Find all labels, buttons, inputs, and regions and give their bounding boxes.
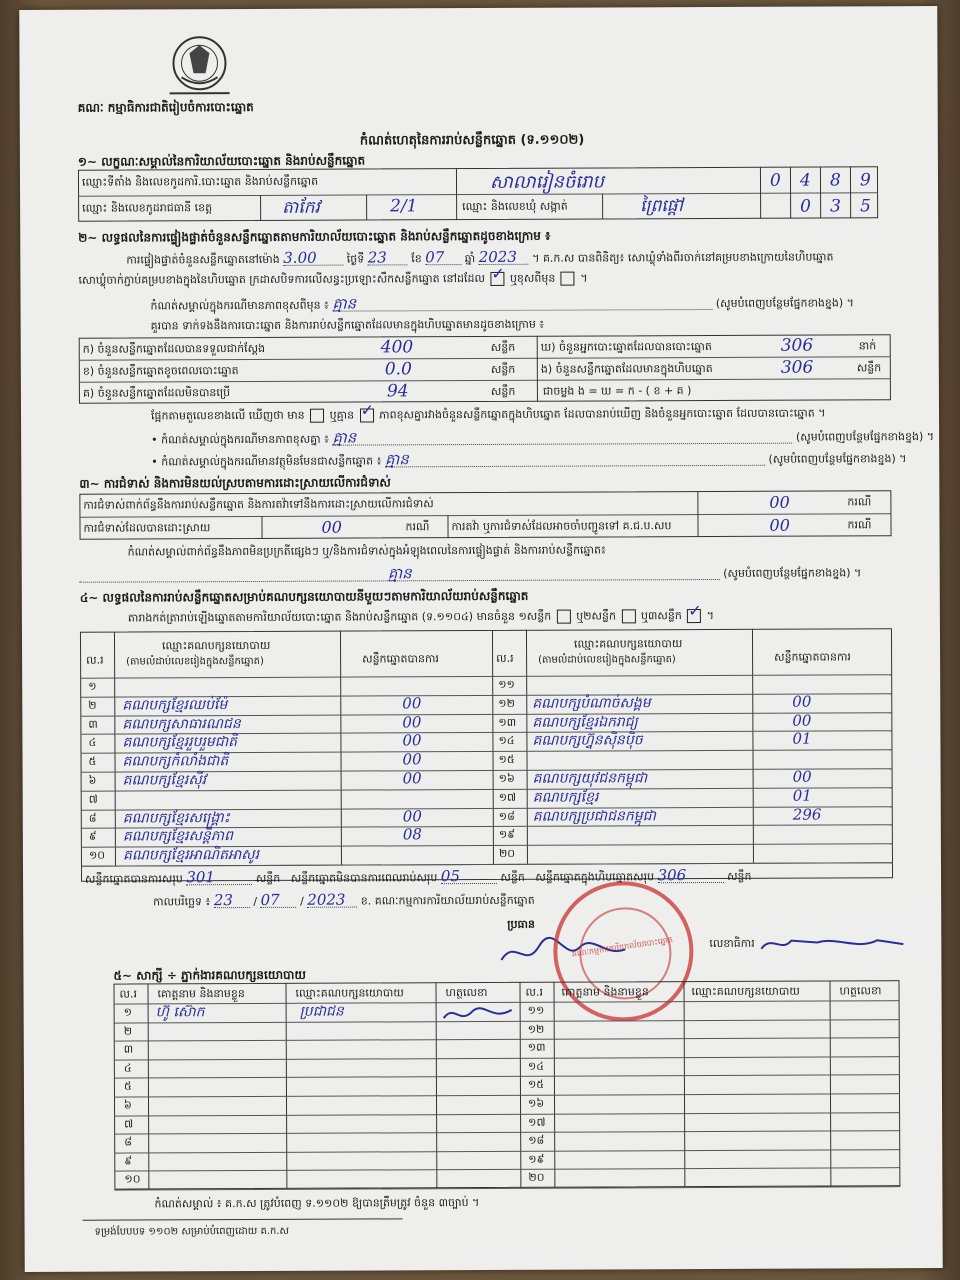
table-row-party: គណបក្សខ្មែរស៊ីវ xyxy=(122,772,207,789)
list-item-no: ១០ xyxy=(124,1172,141,1186)
s1-row1-label: ឈ្មោះទីតាំង និងលេខកូដការិ.បោះឆ្នោត និងរាប់សន្លឹកឆ្នោត xyxy=(81,174,319,189)
table-row-no: ១៤ xyxy=(498,734,515,748)
section4-title: ៤~ លទ្ធផលនៃការរាប់សន្លឹកឆ្នោតសម្រាប់គណបក្សនយោបាយនីមួយៗតាមការិយាល័យរាប់សន្លឹកឆ្នោត xyxy=(79,588,529,605)
checkbox-3-sheet[interactable] xyxy=(687,609,701,623)
s2-gh-value: 306 xyxy=(780,335,814,356)
list-item-no: ១៩ xyxy=(528,1152,545,1166)
s2-note-hint: (សូមបំពេញបន្ថែមផ្នែកខាងខ្នង) ។ xyxy=(715,296,854,310)
table-row-party: គណបក្សខ្មែរសន្តិភាព xyxy=(122,828,234,845)
s1-row2-value2: ព្រៃផ្តៅ xyxy=(640,196,684,217)
s2-diff-note-value: គ្មាន xyxy=(332,429,792,446)
s3-row1-unit: ករណី xyxy=(847,495,872,509)
table-row-party: គណបក្សខ្មែរអាណិតអាសូរ xyxy=(122,847,260,864)
list-item-no: ១១ xyxy=(527,1003,545,1017)
table-row-no: ៤ xyxy=(88,736,97,750)
witness-signature-icon xyxy=(438,1002,518,1026)
list-item-no: ៩ xyxy=(124,1154,133,1168)
list-item-no: ១២ xyxy=(527,1022,545,1036)
table-row-no: ២ xyxy=(88,698,97,712)
table-row-votes: 01 xyxy=(792,729,812,749)
s2-ng-value: 306 xyxy=(780,357,814,378)
total-valid-unit: សន្លឹក xyxy=(255,871,281,885)
s2-note-label: កំណត់សម្គាល់ក្នុងករណីមានភាពខុសពីមុន ៖ xyxy=(150,298,329,313)
list-item-party: ប្រជាជន xyxy=(299,1003,344,1020)
section5-title: ៥~ សាក្សី ÷ ភ្នាក់ងារគណបក្សនយោបាយ xyxy=(113,967,306,983)
s3-row2-unit2: ករណី xyxy=(847,518,872,532)
checkbox-1-sheet[interactable] xyxy=(557,610,571,624)
section3-title: ៣~ ការជំទាស់ និងការមិនយល់ស្របតាមការដោះស្រាយលើការជំទាស់ xyxy=(79,475,391,491)
s5-note: កំណត់សម្គាល់ ៖ គ.ក.ស ត្រូវបំពេញ ទ.១១០២ ឱ្យបានត្រឹមត្រូវ ចំនួន ៣ច្បាប់ ។ xyxy=(154,1196,480,1211)
list-item-no: ៦ xyxy=(124,1098,132,1112)
s2-diff-hint: (សូមបំពេញបន្ថែមផ្នែកខាងខ្នង) ។ xyxy=(795,430,935,444)
table-row-no: ១ xyxy=(88,679,97,693)
s2-gh-unit: នាក់ xyxy=(858,339,877,353)
s1-code-3: 9 xyxy=(859,170,871,191)
org-label: គណៈ កម្មាធិការជាតិរៀបចំការបោះឆ្នោត xyxy=(77,99,254,115)
s3-row2-value: 00 xyxy=(321,517,342,537)
list-item-no: ៤ xyxy=(123,1061,132,1075)
s2-compare-no: ឬគ្មាន xyxy=(329,408,355,422)
table-row-no: ១៩ xyxy=(498,828,516,842)
s1-code-2: 8 xyxy=(829,170,841,191)
s2-k-label: ក) ចំនួនសន្លឹកឆ្នោតដែលបានទទួលជាក់ស្តែង xyxy=(82,341,266,356)
total-valid-label: សន្លឹកឆ្នោតបានការសរុប xyxy=(85,872,183,886)
s2-year-value: 2023 xyxy=(479,250,529,265)
col-votes-right: សន្លឹកឆ្នោតបានការ xyxy=(774,650,851,664)
s2-k-value: 400 xyxy=(380,337,414,358)
w-col-name-left: គោត្តនាម និងនាមខ្លួន xyxy=(157,987,245,1001)
date-label: កាលបរិច្ឆេទ ៖ xyxy=(153,895,211,909)
date-year: 2023 xyxy=(307,893,357,908)
s1-code2-1: 3 xyxy=(830,196,841,217)
list-item-no: ១៧ xyxy=(528,1115,546,1129)
s1-row2-label: ឈ្មោះ និងលេខកូដរាជធានី ខេត្ត xyxy=(82,201,213,215)
s3-row1-value: 00 xyxy=(769,492,790,512)
date-day: 23 xyxy=(214,893,250,908)
table-row-party: គណបក្សខ្មែរសង្គ្រោះ xyxy=(122,809,230,827)
checkbox-different[interactable] xyxy=(561,272,575,286)
s2-diff-note-line xyxy=(151,428,934,447)
s2-month-value: 07 xyxy=(425,250,461,265)
s2-compare-rest: ភាពខុសគ្នារវាងចំនួនសន្លឹកឆ្នោតក្នុងហិបឆ្នោត ដែលបានរាប់ឃើញ និងចំនួនអ្នកបោះឆ្នោត ដែលបានបោះឆ្នោត ។ xyxy=(379,406,826,422)
checkbox-has-diff[interactable] xyxy=(310,409,324,423)
table-row-party: គណបក្សបំណាច់សង្គម xyxy=(532,695,651,712)
form-title: កំណត់ហេតុនៃការរាប់សន្លឹកឆ្នោត (ទ.១១០២) xyxy=(359,132,585,149)
list-item-no: ១៥ xyxy=(527,1078,545,1092)
w-col-sign-left: ហត្ថលេខា xyxy=(445,985,488,1000)
table-row-no: ១១ xyxy=(498,677,515,691)
table-row-votes: 00 xyxy=(402,712,422,731)
s2-intro: គួរបាន ទាក់ទងនឹងការបោះឆ្នោត និងការរាប់សន្លឹកឆ្នោតដែលមានក្នុងហិបឆ្នោតមានដូចខាងក្រោម ៖ xyxy=(150,317,545,333)
list-item-name: ហ៊ូ ស៊ោក xyxy=(155,1004,205,1021)
s3-row2-value2: 00 xyxy=(769,515,790,535)
s4-intro-line: តារាងកត់ត្រារាប់ឡើងឆ្នោតតាមការិយាល័យបោះឆ្នោត និងរាប់សន្លឹកឆ្នោត (ទ.១១០៤) មានចំនួន ១សន្លឹក ឬ២សន្លឹក ឬ៣សន្លឹក ✓ ។ xyxy=(128,609,714,626)
table-row-party: គណបក្សកំលាំងជាតិ xyxy=(122,753,229,770)
table-row-no: ៦ xyxy=(88,773,97,787)
s2-invalid-note-label: • កំណត់សម្គាល់ក្នុងករណីមានវត្ថុមិនមែនជាសន្លឹកឆ្នោត ៖ xyxy=(151,454,382,469)
s1-row2-value: តាកែវ xyxy=(282,197,320,218)
s1-code-0: 0 xyxy=(769,170,781,191)
s2-compare-line xyxy=(151,406,825,423)
s4-opt2: ឬ២សន្លឹក xyxy=(576,609,616,623)
table-row-party: គណបក្សយុវជនកម្ពុជា xyxy=(532,770,648,787)
s2-kh-unit: សន្លឹក xyxy=(490,362,516,376)
total-invalid-value: 05 xyxy=(441,869,497,884)
w-col-no-left: ល.រ xyxy=(119,987,138,1001)
s2-invalid-hint: (សូមបំពេញបន្ថែមផ្នែកខាងខ្នង) ។ xyxy=(768,452,907,466)
s2-g-unit: សន្លឹក xyxy=(490,384,516,398)
s2-g-label: គ) ចំនួនសន្លឹកឆ្នោតដែលមិនបានប្រើ xyxy=(82,386,231,400)
s2-formula: ជាចម្លង ង = ឃ = ក - ( ខ + គ ) xyxy=(542,384,692,398)
s2-time-line xyxy=(126,248,833,267)
date-line: កាលបរិច្ឆេទ ៖ 23 / 07 / 2023 ខ. គណៈកម្មការការិយាល័យរាប់សន្លឹកឆ្នោត xyxy=(153,890,535,910)
table-row-party: គណបក្សខ្មែរឈប់ម៉ែ xyxy=(122,696,228,714)
table-row-party: គណបក្សប្រជាជនកម្ពុជា xyxy=(532,807,656,825)
s3-note-value: គ្មាន xyxy=(80,565,720,583)
table-row-votes: 00 xyxy=(792,711,812,730)
table-row-votes: 00 xyxy=(402,731,422,750)
s1-row2-label2: ឈ្មោះ និងលេខឃុំ សង្កាត់ xyxy=(462,199,568,214)
col-votes-left: សន្លឹកឆ្នោតបានការ xyxy=(362,652,439,666)
w-col-party-right: ឈ្មោះគណបក្សនយោបាយ xyxy=(691,984,800,999)
s2-line2-text: សោឃ្លុំចាក់ភ្ជាប់គម្របខាងក្នុងនៃហិបឆ្នោត ក្រដាសបិទការលើសន្ធះប្រឡោះសឹកសន្លឹកឆ្នោត នៅដដែល xyxy=(78,271,485,287)
table-row-no: ១០ xyxy=(88,848,106,862)
col-party-right: ឈ្មោះគណបក្សនយោបាយ xyxy=(573,637,683,651)
s2-day-value: 23 xyxy=(368,250,408,265)
table-row-votes: 00 xyxy=(402,769,422,788)
table-row-party: គណបក្សខ្មែរ xyxy=(532,789,599,806)
s2-time-value: 3.00 xyxy=(283,251,343,266)
seal-text: គណៈកម្មការការិយាល័យបោះឆ្នោត xyxy=(571,935,674,959)
s1-code2-2: 5 xyxy=(860,196,871,217)
table-row-votes: 00 xyxy=(402,750,422,769)
s3-note-line xyxy=(80,564,862,583)
s2-kh-label: ខ) ចំនួនសន្លឹកឆ្នោតខូចពេលបោះឆ្នោត xyxy=(82,364,239,378)
table-row-votes: 08 xyxy=(402,825,422,844)
s2-time-text: ការផ្ទៀងផ្ទាត់ចំនួនសន្លឹកឆ្នោតនៅម៉ោង xyxy=(126,252,280,267)
s2-compare-text: ផ្អែកតាមតួលេខខាងលើ ឃើញថា មាន xyxy=(150,408,305,423)
total-valid-value: 301 xyxy=(186,870,252,885)
w-col-sign-right: ហត្ថលេខា xyxy=(839,984,882,998)
s2-ng-label: ង) ចំនួនសន្លឹកឆ្នោតដែលមានក្នុងហិបឆ្នោត xyxy=(540,361,713,376)
table-row-votes: 00 xyxy=(402,694,422,713)
s2-g-value: 94 xyxy=(386,381,409,402)
checkbox-no-diff[interactable] xyxy=(360,408,374,422)
table-row-no: ៣ xyxy=(88,717,98,731)
table-row-votes: 00 xyxy=(792,767,812,786)
footer-text: ទម្រង់បែបបទ ១១០២ សម្រាប់បំពេញដោយ គ.ក.ស xyxy=(94,1225,290,1238)
s2-after-date: ។ គ.ក.ស បានពិនិត្យ៖ សោឃ្លុំទាំងពីរចាក់នៅគម្របខាងក្រោយនៃហិបឆ្នោត xyxy=(532,250,834,265)
s4-opt3: ឬ៣សន្លឹក xyxy=(640,609,682,623)
s4-intro: តារាងកត់ត្រារាប់ឡើងឆ្នោតតាមការិយាល័យបោះឆ្នោត និងរាប់សន្លឹកឆ្នោត (ទ.១១០៤) មានចំនួន ១សន្លឹក xyxy=(127,609,552,625)
s2-diff-note-label: • កំណត់សម្គាល់ក្នុងករណីមានភាពខុសគ្នា ៖ xyxy=(151,432,329,447)
list-item-no: ១៣ xyxy=(527,1040,546,1054)
s2-k-unit: សន្លឹក xyxy=(490,340,516,354)
table-row-votes: 00 xyxy=(792,692,812,711)
secretary-label: លេខាធិការ xyxy=(709,936,755,951)
table-row-votes: 296 xyxy=(792,805,822,824)
s2-note-value: គ្មាន xyxy=(332,295,712,312)
total-invalid-unit: សន្លឹក xyxy=(500,870,525,884)
w-col-name-right: គោត្តនាម និងនាមខ្លួន xyxy=(561,985,649,999)
table-row-party: គណបក្សខ្មែររួបរួមជាតិ xyxy=(122,734,238,751)
s2-chk-label: ឬខុសពីមុន xyxy=(509,271,556,285)
table-row-party: គណបក្សសាធារណជន xyxy=(122,715,241,733)
s2-ng-unit: សន្លឹក xyxy=(856,361,882,375)
col-party-sub-left: (តាមលំដាប់លេខរៀងក្នុងសន្លឹកឆ្នោត) xyxy=(126,655,264,668)
list-item-no: ៣ xyxy=(123,1042,134,1056)
table-row-no: ១៥ xyxy=(498,753,515,767)
date-month: 07 xyxy=(261,893,297,908)
date-suffix: ខ. គណៈកម្មការការិយាល័យរាប់សន្លឹកឆ្នោត xyxy=(360,893,535,908)
col-no-left: ល.រ xyxy=(86,653,104,667)
form-sheet xyxy=(19,6,942,1272)
list-item-no: ១៤ xyxy=(527,1059,545,1073)
checkbox-2-sheet[interactable] xyxy=(621,609,635,623)
section2-title: ២~ លទ្ធផលនៃការផ្ទៀងផ្ទាត់ចំនួនសន្លឹកឆ្នោតតាមការិយាល័យបោះឆ្នោត និងរាប់សន្លឹកឆ្នោតដូចខាងក្រោម ៖ xyxy=(78,228,551,245)
list-item-no: ៨ xyxy=(124,1135,133,1149)
checkbox-same[interactable] xyxy=(490,272,504,286)
s2-gh-label: ឃ) ចំនួនអ្នកបោះឆ្នោតដែលបានបោះឆ្នោត xyxy=(540,339,712,354)
list-item-no: ១ xyxy=(123,1005,132,1019)
section1-title: ១~ លក្ខណៈសម្គាល់នៃការិយាល័យបោះឆ្នោត និងរាប់សន្លឹកឆ្នោត xyxy=(77,153,366,169)
col-party-left: ឈ្មោះគណបក្សនយោបាយ xyxy=(161,638,271,653)
list-item-no: ២០ xyxy=(528,1171,545,1185)
s1-code-1: 4 xyxy=(799,170,811,191)
total-invalid-label: សន្លឹកឆ្នោតមិនបានការពេលរាប់សរុប xyxy=(290,871,438,885)
s3-row1-label: ការជំទាស់ពាក់ព័ន្ធនឹងការរាប់សន្លឹកឆ្នោត និងការតវ៉ាទៅនឹងការដោះស្រាយលើការជំទាស់ xyxy=(83,497,434,512)
table-row-votes: 01 xyxy=(792,786,812,805)
s3-note-label: កំណត់សម្គាល់ពាក់ព័ន្ធនឹងភាពមិនប្រក្រតីផ្សេងៗ ឬ/និងការជំទាស់ក្នុងអំឡុងពេលនៃការផ្ទៀងផ្ទាត់ និងការរាប់សន្លឹកឆ្នោត៖ xyxy=(127,543,606,559)
list-item-no: ១៨ xyxy=(528,1133,545,1147)
chair-label: ប្រធាន xyxy=(507,917,535,931)
col-no-right: ល.រ xyxy=(496,651,514,665)
s2-note-line xyxy=(151,294,854,313)
total-box-unit: សន្លឹក xyxy=(727,869,752,883)
list-item-no: ៥ xyxy=(123,1079,132,1093)
s3-row2-label2: ការតវ៉ា ឬការជំទាស់ដែលអាចចាំបញ្ជូនទៅ គ.ជ.ប.សប xyxy=(451,519,672,534)
table-row-no: ១៣ xyxy=(498,715,517,729)
table-row-no: ១៨ xyxy=(498,809,515,823)
table-row-no: ១៧ xyxy=(498,790,517,804)
s2-year-label: ឆ្នាំ xyxy=(464,252,476,266)
table-row-no: ១២ xyxy=(498,696,515,710)
w-col-no-right: ល.រ xyxy=(525,985,544,999)
s2-invalid-note-line xyxy=(151,450,906,469)
table-row-votes: 00 xyxy=(402,806,422,825)
s2-day-label: ថ្ងៃទី xyxy=(346,252,365,266)
totals-line xyxy=(85,868,752,887)
table-row-no: ៥ xyxy=(88,754,97,768)
s1-row1-value: សាលារៀនចំរោ​ប xyxy=(489,171,604,193)
s2-month-label: ខែ xyxy=(411,252,422,266)
table-row-no: ២០ xyxy=(498,847,516,861)
table-row-no: ៨ xyxy=(88,811,97,825)
nec-emblem-icon xyxy=(159,33,239,101)
table-row-no: ៧ xyxy=(88,792,98,806)
s2-line2: សោឃ្លុំចាក់ភ្ជាប់គម្របខាងក្នុងនៃហិបឆ្នោត ក្រដាសបិទការលើសន្ធះប្រឡោះសឹកសន្លឹកឆ្នោត នៅដដែល ✓ ឬខុសពីមុន ។ xyxy=(78,272,587,288)
col-party-sub-right: (តាមលំដាប់លេខរៀងក្នុងសន្លឹកឆ្នោត) xyxy=(538,654,676,666)
s3-note-hint: (សូមបំពេញបន្ថែមផ្នែកខាងខ្នង) ។ xyxy=(723,566,862,580)
w-col-party-left: ឈ្មោះគណបក្សនយោបាយ xyxy=(295,986,404,1000)
s3-row2-unit: ករណី xyxy=(405,520,430,534)
total-box-label: សន្លឹកឆ្នោតក្នុងហិបឆ្នោតសរុប xyxy=(535,870,655,884)
table-row-party: គណបក្សខ្មែរឯករាជ្យ xyxy=(532,713,638,731)
s2-invalid-note-value: គ្មាន xyxy=(385,451,765,468)
s3-row2-label: ការជំទាស់ដែលបានដោះស្រាយ xyxy=(83,521,211,535)
list-item-no: ២ xyxy=(123,1024,133,1038)
s2-kh-value: 0.0 xyxy=(384,359,412,380)
table-row-party: គណបក្សហ្វ៊ុនស៊ិនប៉ិច xyxy=(532,732,643,750)
s1-code2-0: 0 xyxy=(800,196,811,217)
table-row-no: ១៦ xyxy=(498,771,515,785)
table-row-no: ៩ xyxy=(88,830,97,844)
s1-row2-num: 2/1 xyxy=(390,196,418,217)
list-item-no: ៧ xyxy=(124,1117,134,1131)
secretary-signature-icon xyxy=(757,926,907,961)
list-item-no: ១៦ xyxy=(527,1096,545,1110)
total-box-value: 306 xyxy=(658,868,724,883)
